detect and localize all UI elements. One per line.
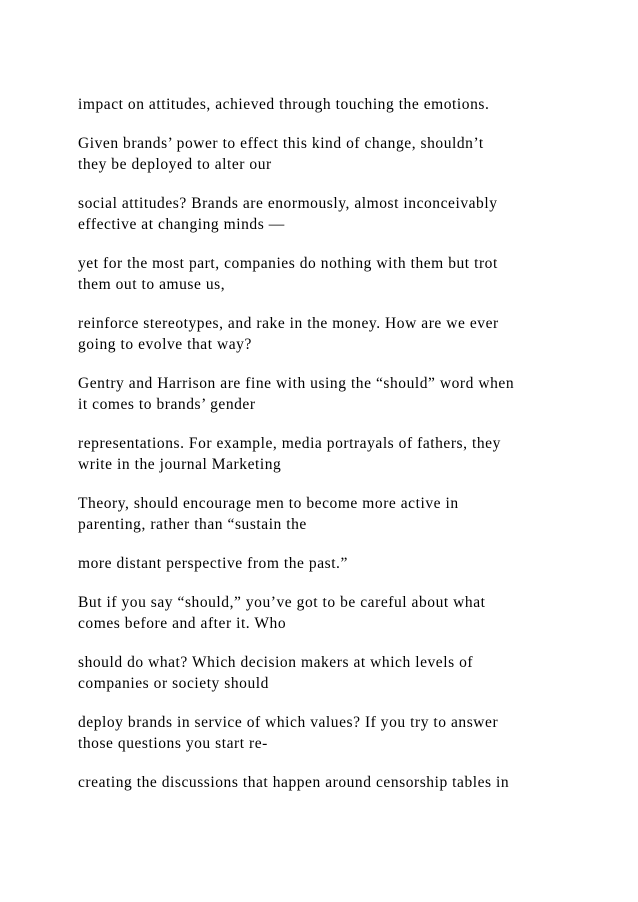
paragraph-13: creating the discussions that happen around censorship tables in bbox=[78, 774, 510, 791]
paragraph-10: But if you say “should,” you’ve got to be careful about what comes before and after it. Who bbox=[78, 594, 486, 632]
paragraph-8: Theory, should encourage men to become more active in parenting, rather than “sustain the bbox=[78, 495, 459, 533]
paragraph-7: representations. For example, media portrayals of fathers, they write in the journal Marketing bbox=[78, 435, 501, 473]
paragraph-1: impact on attitudes, achieved through touching the emotions. bbox=[78, 96, 490, 113]
paragraph-4: yet for the most part, companies do nothing with them but trot them out to amuse us, bbox=[78, 255, 498, 293]
paragraph-11: should do what? Which decision makers at which levels of companies or society should bbox=[78, 654, 474, 692]
paragraph-2: Given brands’ power to effect this kind of change, shouldn’t they be deployed to alter our bbox=[78, 135, 484, 173]
paragraph-12: deploy brands in service of which values? If you try to answer those questions you start re- bbox=[78, 714, 499, 752]
paragraph-3: social attitudes? Brands are enormously, almost inconceivably effective at changing minds — bbox=[78, 195, 498, 233]
body-text bbox=[78, 94, 578, 811]
paragraph-5: reinforce stereotypes, and rake in the money. How are we ever going to evolve that way? bbox=[78, 315, 499, 353]
paragraph-9: more distant perspective from the past.” bbox=[78, 555, 348, 572]
paragraph-6: Gentry and Harrison are fine with using the “should” word when it comes to brands’ gender bbox=[78, 375, 515, 413]
